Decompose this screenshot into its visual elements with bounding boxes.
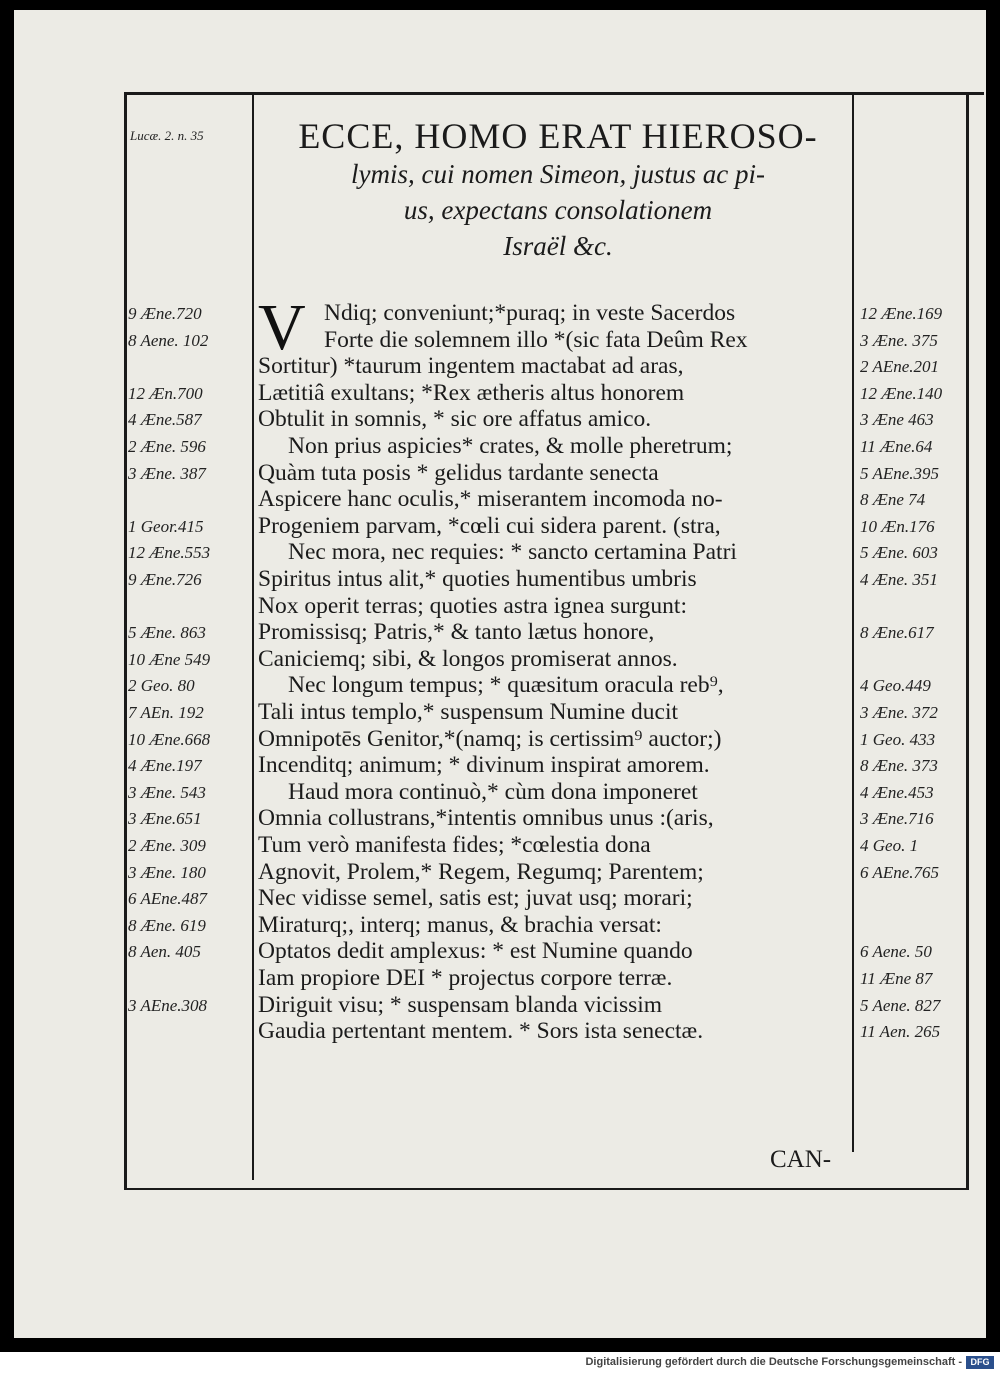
right-reference: 10 Æn.176	[860, 516, 935, 536]
verse-line: Haud mora continuò,* cùm dona imponeret	[288, 778, 698, 805]
right-reference: 5 Æne. 603	[860, 543, 938, 563]
left-reference: 2 Geo. 80	[128, 676, 195, 696]
left-reference: 4 Æne.587	[128, 410, 202, 430]
right-reference: 12 Æne.140	[860, 383, 943, 403]
right-reference: 3 Æne.716	[860, 809, 934, 829]
margin-note: Lucæ. 2. n. 35	[130, 128, 204, 143]
verse-line: Omnipotēs Genitor,*(namq; is certissim⁹ auctor;)	[258, 725, 722, 752]
verse-line: Spiritus intus alit,* quoties humentibus umbris	[258, 566, 697, 592]
right-reference: 11 Æne.64	[860, 437, 933, 456]
catchword: CAN-	[770, 1146, 832, 1173]
left-reference: 2 Æne. 309	[128, 836, 206, 855]
right-reference: 4 Æne.453	[860, 782, 934, 802]
right-reference: 6 AEne.765	[860, 862, 940, 882]
right-reference: 4 Æne. 351	[860, 570, 938, 589]
right-reference: 11 Aen. 265	[860, 1022, 941, 1042]
verse-line: Forte die solemnem illo *(sic fata Deûm Rex	[324, 326, 748, 353]
verse-line: Omnia collustrans,*intentis omnibus unus :(aris,	[258, 805, 714, 832]
heading-line-4: Israël &c.	[503, 231, 613, 261]
right-reference: 5 Aene. 827	[860, 995, 941, 1015]
left-reference: 2 Æne. 596	[128, 437, 206, 456]
left-reference: 3 Æne. 543	[128, 782, 206, 802]
verse-line: Quàm tuta posis * gelidus tardante senecta	[258, 459, 659, 486]
left-reference: 9 Æne.720	[128, 304, 202, 323]
heading-line-2: lymis, cui nomen Simeon, justus ac pi-	[351, 159, 765, 189]
footer-credit: Digitalisierung gefördert durch die Deutsche Forschungsgemeinschaft -	[585, 1356, 962, 1368]
verse-line: Lætitiâ exultans; *Rex ætheris altus honorem	[258, 379, 685, 406]
left-reference: 5 Æne. 863	[128, 623, 206, 643]
heading-line-1: ECCE, HOMO ERAT HIEROSO-	[298, 116, 818, 156]
right-reference: 2 AEne.201	[860, 357, 940, 377]
verse-line: Aspicere hanc oculis,* miserantem incomoda no-	[258, 486, 723, 513]
verse-line: Nox operit terras; quoties astra ignea surgunt:	[258, 592, 687, 619]
right-reference: 3 Æne 463	[860, 410, 934, 430]
right-reference: 4 Geo.449	[860, 676, 931, 696]
verse-line: Progeniem parvam, *cœli cui sidera parent. (stra,	[258, 512, 721, 539]
heading-line-3: us, expectans consolationem	[403, 195, 713, 225]
verse-line: Nec longum tempus; * quæsitum oracula reb⁹,	[288, 672, 724, 699]
right-reference: 3 Æne. 372	[860, 703, 938, 722]
verse-line: Promissisq; Patris,* & tanto lætus honore,	[258, 619, 655, 646]
verse-line: Diriguit visu; * suspensam blanda vicissim	[258, 991, 663, 1018]
verse-line: Obtulit in somnis, * sic ore affatus amico.	[258, 406, 652, 433]
left-outer-rule	[124, 92, 127, 1190]
left-reference: 3 Æne. 180	[128, 862, 206, 882]
right-reference: 8 Æne. 373	[860, 756, 938, 776]
verse-line: Nec mora, nec requies: * sancto certamina Patri	[288, 539, 737, 566]
page-heading	[258, 116, 858, 264]
right-reference: 4 Geo. 1	[860, 836, 919, 855]
left-inner-rule	[252, 92, 254, 1180]
left-reference: 4 Æne.197	[128, 756, 202, 776]
verse-line: Incenditq; animum; * divinum inspirat amorem.	[258, 752, 710, 779]
left-reference: 10 Æne 549	[128, 649, 211, 669]
verse-line: Non prius aspicies* crates, & molle pheretrum;	[288, 433, 733, 459]
left-reference: 10 Æne.668	[128, 729, 211, 749]
verse-line: Nec vidisse semel, satis est; juvat usq; morari;	[258, 885, 693, 912]
verse-line: Tali intus templo,* suspensum Numine ducit	[258, 699, 679, 725]
left-reference: 12 Æne.553	[128, 543, 211, 563]
verse-line: Iam propiore DEI * projectus corpore terræ.	[258, 965, 673, 991]
left-reference: 9 Æne.726	[128, 570, 202, 589]
verse-line: Miraturq;, interq; manus, & brachia versat:	[258, 911, 662, 938]
left-reference: 8 Æne. 619	[128, 915, 206, 935]
verse-line: Caniciemq; sibi, & longos promiserat annos.	[258, 645, 678, 672]
left-reference: 12 Æn.700	[128, 383, 203, 403]
right-reference: 12 Æne.169	[860, 304, 943, 323]
left-reference: 8 Aen. 405	[128, 942, 201, 962]
verse-line: Tum verò manifesta fides; *cœlestia dona	[258, 832, 651, 858]
left-reference: 8 Aene. 102	[128, 330, 209, 350]
right-reference: 5 AEne.395	[860, 463, 940, 483]
right-reference: 8 Æne 74	[860, 490, 926, 510]
verse-line: Optatos dedit amplexus: * est Numine quando	[258, 938, 693, 965]
footer-bar	[0, 1352, 1000, 1374]
right-reference: 3 Æne. 375	[860, 330, 938, 350]
left-reference: 6 AEne.487	[128, 889, 208, 909]
left-reference: 3 Æne. 387	[128, 463, 206, 483]
left-reference: 3 Æne.651	[128, 809, 202, 829]
verse-line: Gaudia pertentant mentem. * Sors ista senectæ.	[258, 1018, 704, 1045]
right-reference: 8 Æne.617	[860, 623, 934, 643]
left-reference: 7 AEn. 192	[128, 703, 204, 722]
drop-capital: V	[258, 291, 306, 364]
right-reference: 1 Geo. 433	[860, 729, 936, 749]
left-reference: 3 AEne.308	[128, 995, 208, 1015]
verse-line: Sortitur) *taurum ingentem mactabat ad aras,	[258, 353, 684, 380]
dfg-logo: DFG	[966, 1356, 994, 1369]
left-reference: 1 Geor.415	[128, 516, 204, 536]
verse-line: Ndiq; conveniunt;*puraq; in veste Sacerdos	[324, 300, 736, 326]
right-reference: 6 Aene. 50	[860, 942, 932, 962]
right-reference: 11 Æne 87	[860, 969, 933, 988]
verse-line: Agnovit, Prolem,* Regem, Regumq; Parentem;	[258, 858, 704, 885]
bottom-rule	[124, 1188, 969, 1190]
